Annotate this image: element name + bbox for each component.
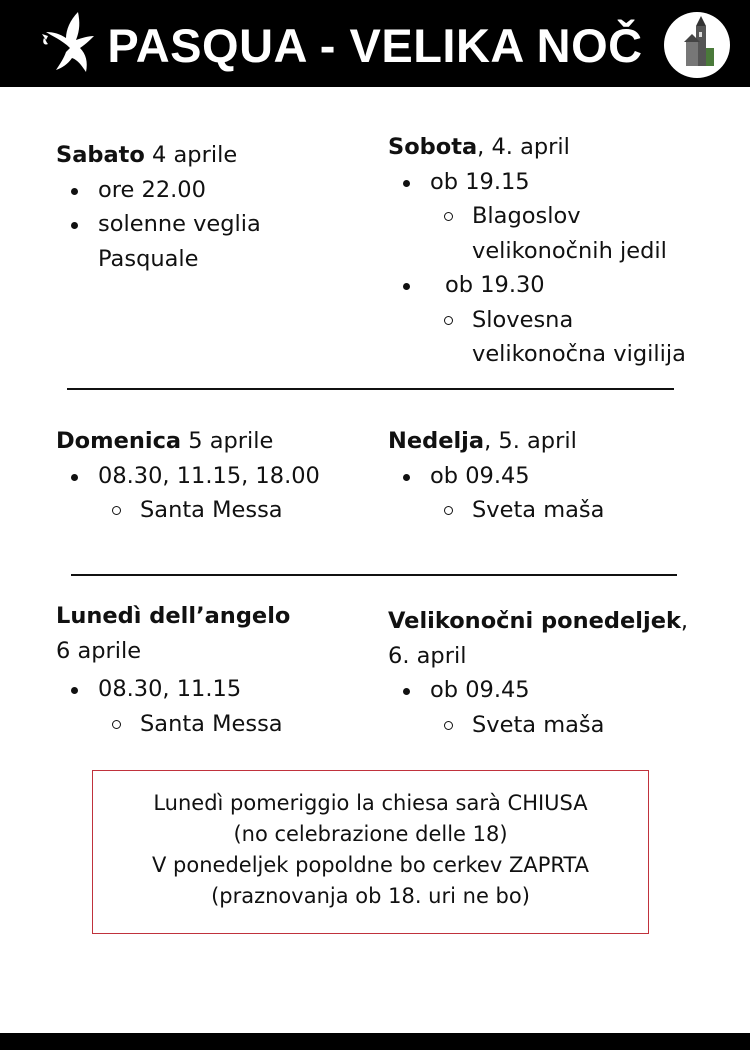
notice-line: Lunedì pomeriggio la chiesa sarà CHIUSA [153, 791, 588, 815]
list-item: solenne veglia [56, 207, 356, 242]
parish-logo [664, 12, 730, 78]
comma: , [680, 608, 689, 634]
day-label: Sabato [56, 142, 145, 168]
day-label: Nedelja [388, 428, 485, 454]
sub-list-item: Santa Messa [56, 493, 376, 528]
day-label: Velikonočni ponedeljek [388, 608, 681, 634]
sub-list-continuation: velikonočna vigilija [472, 341, 686, 367]
closure-notice [92, 770, 649, 934]
sub-list-item: Sveta maša [388, 493, 728, 528]
day-label: Domenica [56, 428, 182, 454]
section-monday-italian [56, 599, 376, 741]
section-sunday-slovenian [388, 424, 728, 528]
church-icon [664, 12, 730, 78]
section-sunday-italian [56, 424, 376, 528]
section-saturday-italian [56, 138, 356, 276]
date-label: 6 aprile [56, 637, 142, 664]
list-item: ob 09.45 [388, 459, 728, 494]
date-label: , 5. april [484, 428, 577, 454]
sub-list-item: Santa Messa [56, 707, 376, 742]
divider [67, 388, 674, 390]
date-label: 4 aprile [144, 142, 238, 168]
sub-list-continuation: velikonočnih jedil [472, 237, 667, 264]
footer-bar [0, 1033, 750, 1050]
day-label: Lunedì dell’angelo [56, 603, 291, 629]
list-item: ob 09.45 [388, 673, 738, 708]
list-item: ob 19.15 [388, 165, 738, 200]
notice-line: V ponedeljek popoldne bo cerkev ZAPRTA [152, 853, 589, 877]
date-label: , 4. april [477, 134, 570, 160]
section-monday-slovenian [388, 604, 738, 742]
list-item: 08.30, 11.15 [56, 672, 376, 707]
page-title: PASQUA - VELIKA NOČ [107, 19, 643, 72]
list-item: 08.30, 11.15, 18.00 [56, 459, 376, 494]
header-bar [0, 0, 750, 87]
sub-list-item: Sveta maša [388, 708, 738, 743]
date-label: 6. april [388, 642, 467, 669]
date-label: 5 aprile [181, 428, 274, 454]
notice-line: (no celebrazione delle 18) [233, 822, 508, 846]
divider [71, 574, 677, 576]
list-item-continuation: Pasquale [98, 245, 199, 272]
day-label: Sobota [388, 134, 478, 160]
sub-list-item: Slovesna [388, 303, 738, 338]
section-saturday-slovenian [388, 130, 738, 372]
list-item: ob 19.30 [388, 268, 738, 303]
sub-list-item: Blagoslov [388, 199, 738, 234]
notice-line: (praznovanja ob 18. uri ne bo) [211, 884, 530, 908]
list-item: ore 22.00 [56, 173, 356, 208]
